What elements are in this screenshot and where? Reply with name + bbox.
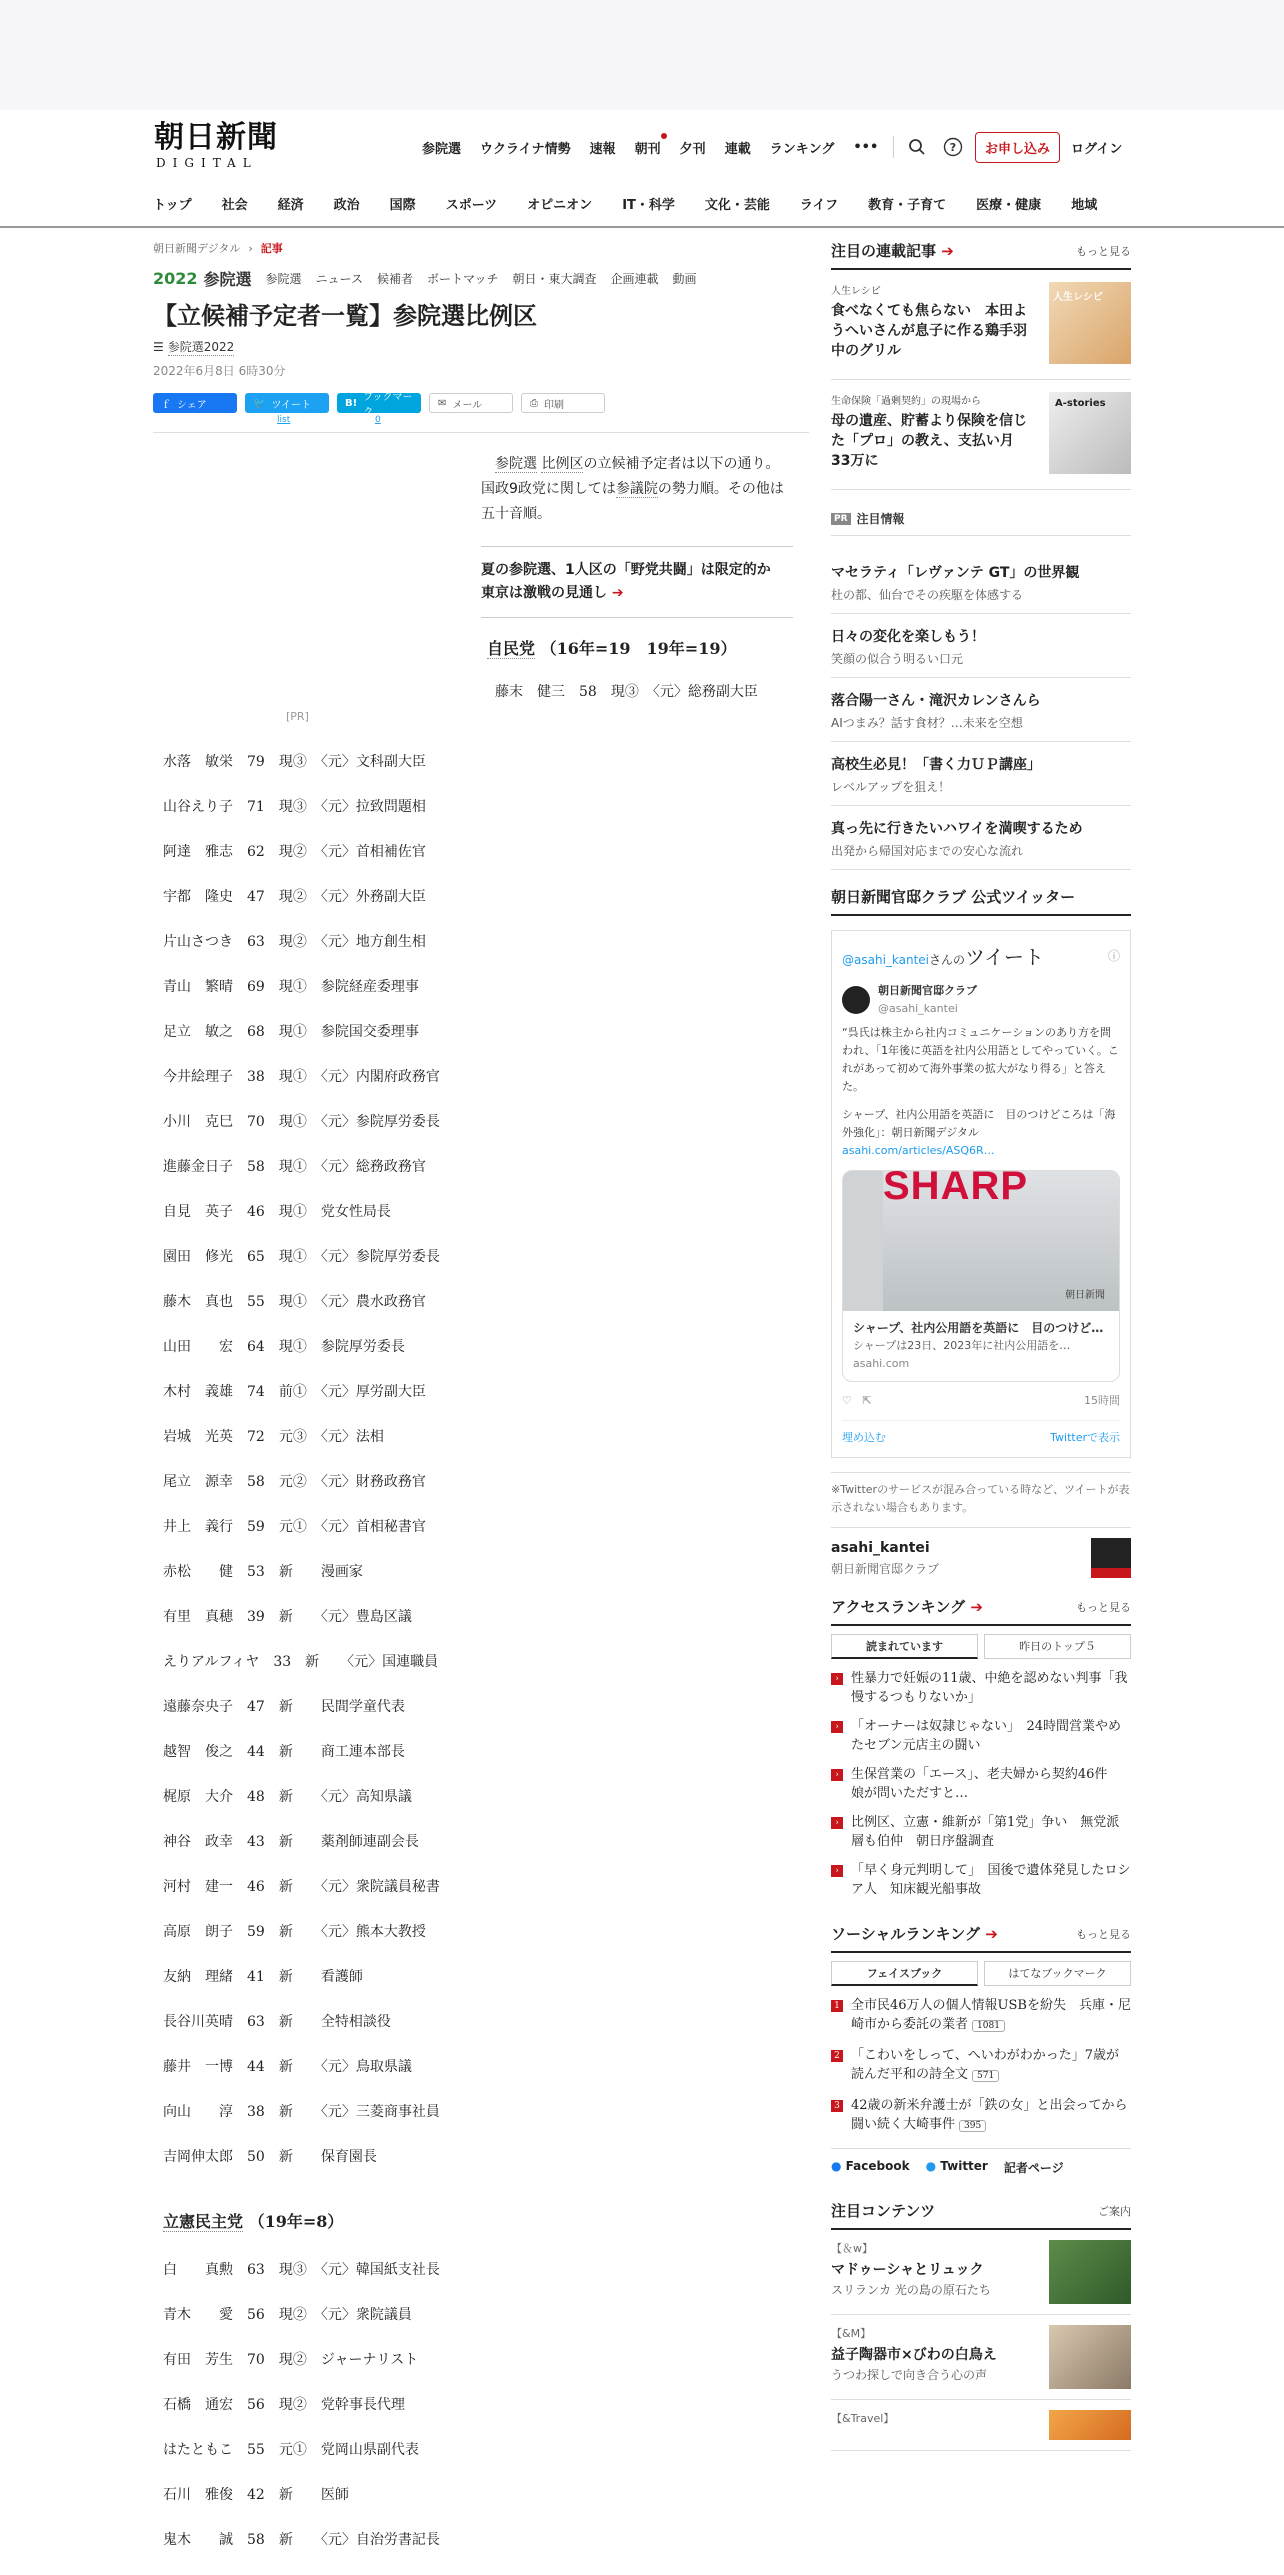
bullet-icon: › <box>831 1817 843 1829</box>
account-sub: 朝日新聞官邸クラブ <box>831 1561 940 1576</box>
content-item[interactable] <box>831 2230 1131 2315</box>
pr-item-title: マセラティ「レヴァンテ GT」の世界観 <box>831 565 1080 581</box>
facebook-icon: ● <box>831 2159 842 2173</box>
section-link[interactable]: 朝日・東大調査 <box>512 272 597 286</box>
bullet-icon: › <box>831 1721 843 1733</box>
feature-kicker: 生命保険「過剰契約」の現場から <box>831 396 981 407</box>
feature-title: 食べなくても焦らない 本田ようへいさんが息子に作る鶏手羽中のグリル <box>831 303 1027 359</box>
content-header <box>831 2200 1131 2230</box>
account-name: asahi_kantei <box>831 1539 930 1556</box>
site-header <box>0 110 1284 228</box>
site-logo[interactable] <box>154 120 284 170</box>
candidate-row: 青山 繁晴 69 現① 参院経産委理事 <box>163 979 419 995</box>
candidate-row: 神谷 政幸 43 新 薬剤師連副会長 <box>163 1834 419 1850</box>
pr-item-title: 日々の変化を楽しもう！ <box>831 629 985 645</box>
ranking-item[interactable] <box>831 1813 1131 1851</box>
feature-item[interactable] <box>831 270 1131 380</box>
section-link[interactable]: ボートマッチ <box>426 272 499 286</box>
candidate-row: 青木 愛 56 現② 〈元〉衆院議員 <box>163 2307 412 2323</box>
candidate-row: 石橋 通宏 56 現② 党幹事長代理 <box>163 2397 405 2413</box>
tweet-time[interactable]: 15時間 <box>1084 1394 1120 1407</box>
access-ranking-title[interactable]: アクセスランキング <box>831 1598 966 1616</box>
social-links <box>831 2148 1131 2176</box>
heart-icon[interactable]: ♡ <box>842 1394 852 1407</box>
cat-politics[interactable]: 政治 <box>333 198 360 213</box>
cat-it[interactable]: IT・科学 <box>622 198 675 213</box>
print-button[interactable] <box>521 393 605 413</box>
ranking-text: 全市民46万人の個人情報USBを紛失 兵庫・尼崎市から委託の業者 <box>851 1998 1131 2032</box>
ranking-item[interactable] <box>831 1717 1131 1755</box>
tweet-label: ツイート <box>271 399 311 411</box>
candidate-row: 向山 淳 38 新 〈元〉三菱商事社員 <box>163 2104 440 2120</box>
candidate-row: 岩城 光英 72 元③ 〈元〉法相 <box>163 1429 384 1445</box>
link-card[interactable] <box>842 1170 1120 1382</box>
logo-sub: DIGITAL <box>156 156 258 170</box>
share-bar <box>153 392 809 418</box>
svg-text:?: ? <box>950 141 957 154</box>
candidate-row: 尾立 源幸 58 元② 〈元〉財務政務官 <box>163 1474 426 1490</box>
embed-link[interactable]: 埋め込む <box>842 1431 886 1444</box>
mail-icon: ✉ <box>438 397 447 409</box>
social-tabs <box>831 1961 1131 1986</box>
top-nav <box>422 136 978 158</box>
feature-title: 母の遺産、貯蓄より保険を信じた「プロ」の教え、支払い月33万に <box>831 413 1027 469</box>
keyword-link[interactable]: 比例区 <box>541 456 584 472</box>
pr-header <box>831 510 1131 536</box>
twitter-section-header <box>831 886 1131 916</box>
arrow-right-icon: ➔ <box>941 242 954 260</box>
twitter-link[interactable] <box>926 2159 988 2176</box>
twitter-icon: 🐦 <box>253 397 266 409</box>
section-link[interactable]: 企画連載 <box>610 272 659 286</box>
social-ranking-header <box>831 1923 1131 1953</box>
candidate-row: 藤木 真也 55 現① 〈元〉農水政務官 <box>163 1294 426 1310</box>
tab-hatena[interactable]: はてなブックマーク <box>984 1961 1131 1986</box>
feature-item[interactable] <box>831 380 1131 490</box>
tweet-link[interactable]: asahi.com/articles/ASQ6R… <box>842 1144 995 1157</box>
topic-tag[interactable] <box>153 338 809 356</box>
content-thumbnail <box>1049 2410 1131 2440</box>
rank-2-icon: 2 <box>831 2050 843 2062</box>
pr-item-sub: レベルアップを狙え！ <box>831 780 951 794</box>
breadcrumb <box>153 240 809 256</box>
nav-ranking[interactable]: ランキング <box>769 141 835 157</box>
hatena-label: ブックマーク <box>363 392 413 418</box>
party-heading-cdp <box>163 2212 440 2260</box>
tweet-author-handle: @asahi_kantei <box>878 1002 958 1015</box>
timeline-header <box>842 941 1120 970</box>
party-counts: （16年=19 19年=19） <box>540 639 737 658</box>
pr-item-title: 真っ先に行きたいハワイを満喫するため <box>831 821 1083 837</box>
more-link[interactable]: もっと見る <box>1076 244 1131 258</box>
cat-society[interactable]: 社会 <box>221 198 248 213</box>
candidate-row: 藤井 一博 44 新 〈元〉鳥取県議 <box>163 2059 412 2075</box>
more-link[interactable]: もっと見る <box>1076 1927 1131 1941</box>
candidate-row: 足立 敏之 68 現① 参院国交委理事 <box>163 1024 419 1040</box>
arrow-right-icon: ➔ <box>611 585 624 601</box>
candidate-row: 片山さつき 63 現② 〈元〉地方創生相 <box>163 934 426 950</box>
section-year[interactable]: 2022 <box>153 269 198 288</box>
series-title[interactable]: 注目の連載記事 <box>831 242 937 260</box>
party-name[interactable]: 立憲民主党 <box>163 2212 244 2231</box>
bullet-icon: › <box>831 1865 843 1877</box>
candidate-row: 阿達 雅志 62 現② 〈元〉首相補佐官 <box>163 844 426 860</box>
arrow-right-icon: ➔ <box>985 1925 998 1943</box>
nav-evening[interactable]: 夕刊 <box>679 141 706 157</box>
tweet-text: “呉氏は株主から社内コミュニケーションのあり方を問われ、「1年後に英語を社内公用語としてやっていく。これがあって初めて海外事業の拡大がなり得る」と答えた。 <box>842 1026 1119 1093</box>
card-image <box>843 1171 1119 1311</box>
ad-label: [PR] <box>286 710 309 723</box>
pr-item[interactable] <box>831 550 1131 614</box>
chevron-right-icon: › <box>248 241 253 255</box>
cat-health[interactable]: 医療・健康 <box>976 198 1042 213</box>
series-header <box>831 240 1131 270</box>
access-ranking-header <box>831 1596 1131 1626</box>
candidate-row: 長谷川英晴 63 新 全特相談役 <box>163 2014 391 2030</box>
party-name[interactable]: 自民党 <box>487 639 536 658</box>
candidate-row: 木村 義雄 74 前① 〈元〉厚労副大臣 <box>163 1384 426 1400</box>
section-nav <box>153 267 809 290</box>
tab-most-read[interactable]: 読まれています <box>831 1634 978 1659</box>
candidate-row: 今井絵理子 38 現① 〈元〉内閣府政務官 <box>163 1069 440 1085</box>
nav-sanin[interactable]: 参院選 <box>422 141 462 157</box>
candidate-row: はたともこ 55 元① 党岡山県副代表 <box>163 2442 419 2458</box>
intro-text: の立候補予定者は以下の通り。国政9政党に関しては <box>481 456 780 497</box>
subscribe-button[interactable]: お申し込み <box>975 132 1060 163</box>
ranking-item[interactable] <box>831 1861 1131 1899</box>
pr-item[interactable] <box>831 806 1131 870</box>
card-title: シャープ、社内公用語を英語に 目のつけど… <box>853 1321 1104 1335</box>
breadcrumb-current: 記事 <box>260 242 283 255</box>
tweet-count[interactable]: list <box>277 415 291 425</box>
topic-tag-label: 参院選2022 <box>167 340 235 354</box>
ranking-item[interactable] <box>831 1765 1131 1803</box>
section-name[interactable]: 参院選 <box>203 270 252 289</box>
feature-kicker: 人生レシピ <box>831 286 881 297</box>
content-kicker: 【&Travel】 <box>831 2412 895 2425</box>
tab-facebook[interactable]: フェイスブック <box>831 1961 978 1986</box>
candidate-row: えりアルフィヤ 33 新 〈元〉国連職員 <box>163 1654 439 1670</box>
candidate-row: 山田 宏 64 現① 参院厚労委長 <box>163 1339 405 1355</box>
candidate-row: 自見 英子 46 現① 党女性局長 <box>163 1204 391 1220</box>
twitter-icon: ● <box>925 2159 937 2173</box>
party-heading-ldp <box>487 636 736 659</box>
ranking-text: 「こわいをしって、へいわがわかった」7歳が読んだ平和の詩全文 <box>851 2048 1120 2082</box>
bullet-icon: › <box>831 1769 843 1781</box>
pr-item[interactable] <box>831 678 1131 742</box>
mail-label: メール <box>452 399 483 411</box>
new-dot <box>661 133 667 139</box>
article-intro <box>481 452 793 527</box>
content-item-title: 益子陶器市×びわの白鳥え <box>831 2347 997 2363</box>
party-counts: （19年=8） <box>248 2212 344 2231</box>
tweet-actions <box>842 1392 1120 1410</box>
cat-culture[interactable]: 文化・芸能 <box>704 198 770 213</box>
pr-item-title: 落合陽一さん・滝沢カレンさんら <box>831 693 1041 709</box>
section-link[interactable]: ニュース <box>315 272 363 286</box>
hatena-icon: B! <box>345 397 358 409</box>
help-icon[interactable] <box>942 136 964 158</box>
article-title: 【立候補予定者一覧】参院選比例区 <box>153 302 537 330</box>
twitter-account-link[interactable]: @asahi_kantei <box>842 953 930 967</box>
candidate-row: 水落 敏栄 79 現③ 〈元〉文科副大臣 <box>163 754 426 770</box>
category-nav <box>153 194 1127 213</box>
related-article-text: 夏の参院選、1人区の「野党共闘」は限定的か 東京は激戦の見通し <box>481 562 785 601</box>
card-domain: asahi.com <box>853 1357 910 1370</box>
cat-region[interactable]: 地域 <box>1071 198 1098 213</box>
ranking-text: 比例区、立憲・維新が「第1党」争い 無党派層も伯仲 朝日序盤調査 <box>851 1815 1120 1849</box>
search-icon[interactable] <box>906 136 928 158</box>
sharp-logo: SHARP <box>883 1170 1029 1208</box>
cat-economy[interactable]: 経済 <box>277 198 304 213</box>
candidate-row: 高原 朗子 59 新 〈元〉熊本大教授 <box>163 1924 426 1940</box>
avatar <box>842 986 870 1014</box>
candidate-row: 遠藤奈央子 47 新 民間学童代表 <box>163 1699 405 1715</box>
list-icon: ☰ <box>153 340 164 354</box>
pr-tag: PR <box>831 513 851 525</box>
bullet-icon: › <box>831 1673 843 1685</box>
login-link[interactable]: ログイン <box>1071 142 1123 157</box>
sidebar <box>831 240 1141 2451</box>
hatena-count[interactable]: 0 <box>375 415 381 425</box>
section-link[interactable]: 参院選 <box>265 272 302 286</box>
candidate-row: 河村 建一 46 新 〈元〉衆院議員秘書 <box>163 1879 440 1895</box>
facebook-link-label: Facebook <box>845 2159 910 2173</box>
nav-series[interactable]: 連載 <box>724 141 751 157</box>
thumbnail-text: 人生レシピ <box>1053 292 1103 303</box>
share-count: 1081 <box>972 2020 1005 2032</box>
tweet-button[interactable] <box>245 393 329 413</box>
ranking-text: 「早く身元判明して」 国後で遺体発見したロシア人 知床観光船事故 <box>851 1863 1131 1897</box>
content-kicker: 【&M】 <box>831 2327 872 2340</box>
divider <box>153 432 809 433</box>
nav-ukraine[interactable]: ウクライナ情勢 <box>480 141 571 157</box>
facebook-share-button[interactable] <box>153 393 237 413</box>
avatar <box>1091 1538 1131 1578</box>
social-ranking-title[interactable]: ソーシャルランキング <box>831 1925 980 1943</box>
rank-1-icon: 1 <box>831 2000 843 2012</box>
reporter-page-link[interactable]: 記者ページ <box>1003 2161 1064 2175</box>
hatena-bookmark-button[interactable] <box>337 392 421 418</box>
card-description: シャープは23日、2023年に社内公用語を… <box>853 1339 1071 1352</box>
candidate-row: 宇都 隆史 47 現② 〈元〉外務副大臣 <box>163 889 426 905</box>
content-item-sub: うつわ探しで向き合う心の声 <box>831 2368 988 2382</box>
divider <box>893 136 894 158</box>
view-on-twitter-link[interactable]: Twitterで表示 <box>1050 1431 1120 1444</box>
nav-morning[interactable]: 朝刊 <box>635 138 661 157</box>
candidate-row: 有田 芳生 70 現② ジャーナリスト <box>163 2352 419 2368</box>
facebook-icon: ｆ <box>161 399 171 411</box>
rank-3-icon: 3 <box>831 2100 843 2112</box>
breadcrumb-home[interactable]: 朝日新聞デジタル <box>153 242 241 255</box>
account-row[interactable] <box>831 1527 1131 1578</box>
cat-sports[interactable]: スポーツ <box>445 198 498 213</box>
facebook-share-label: シェア <box>177 399 207 411</box>
candidate-row: 山谷えり子 71 現③ 〈元〉拉致問題相 <box>163 799 426 815</box>
ranking-text: 生保営業の「エース」、老夫婦から契約46件 娘が問いただすと… <box>851 1767 1121 1801</box>
pr-item-sub: AIつまみ？話す食材？…未来を空想 <box>831 716 1023 730</box>
twitter-section-title: 朝日新聞官邸クラブ 公式ツイッター <box>831 888 1076 906</box>
cat-top[interactable]: トップ <box>153 198 192 213</box>
more-menu[interactable]: ••• <box>853 139 879 155</box>
social-ranking-item[interactable] <box>831 2046 1131 2086</box>
social-ranking-item[interactable] <box>831 1996 1131 2036</box>
timeline-label: さんの <box>929 953 966 967</box>
section-link[interactable]: 候補者 <box>376 272 413 286</box>
ad-slot <box>153 455 465 723</box>
content-thumbnail <box>1049 2240 1131 2304</box>
candidate-row: 吉岡伸太郎 50 新 保育園長 <box>163 2149 377 2165</box>
candidate-row: 小川 克巳 70 現① 〈元〉参院厚労委長 <box>163 1114 440 1130</box>
tab-yesterday-top5[interactable]: 昨日のトップ５ <box>984 1634 1131 1659</box>
cat-opinion[interactable]: オピニオン <box>527 198 593 213</box>
pr-item[interactable] <box>831 614 1131 678</box>
content-item[interactable] <box>831 2315 1131 2400</box>
social-ranking-item[interactable] <box>831 2096 1141 2136</box>
candidate-row: 梶原 大介 48 新 〈元〉高知県議 <box>163 1789 412 1805</box>
candidate-row: 園田 修光 65 現① 〈元〉参院厚労委長 <box>163 1249 440 1265</box>
arrow-right-icon: ➔ <box>970 1598 983 1616</box>
tweet-text: シャープ、社内公用語を英語に 目のつけどころは「海外強化」：朝日新聞デジタル <box>842 1108 1116 1139</box>
content-item-sub: スリランカ 光の島の原石たち <box>831 2283 991 2297</box>
candidate-list <box>163 752 440 2575</box>
share-icon[interactable]: ⇱ <box>862 1394 872 1407</box>
article-main <box>153 240 809 2548</box>
pr-title: 注目情報 <box>856 512 905 526</box>
feature-thumbnail <box>1049 282 1131 364</box>
ranking-text: 「オーナーは奴隷じゃない」 24時間営業やめたセブン元店主の闘い <box>851 1719 1122 1753</box>
thumbnail-text: A-stories <box>1055 398 1106 409</box>
candidate-row: 友納 理緒 41 新 看護師 <box>163 1969 363 1985</box>
candidate-row: 井上 義行 59 元① 〈元〉首相秘書官 <box>163 1519 426 1535</box>
content-title: 注目コンテンツ <box>831 2202 936 2220</box>
candidate-row: 越智 俊之 44 新 商工連本部長 <box>163 1744 405 1760</box>
top-ad-space <box>0 0 1284 110</box>
mail-button[interactable] <box>429 393 513 413</box>
timeline-footer <box>842 1420 1120 1447</box>
more-link[interactable]: もっと見る <box>1076 1600 1131 1614</box>
ranking-text: 性暴力で妊娠の11歳、中絶を認めない判事「我慢するつもりないか」 <box>851 1671 1128 1705</box>
twitter-link-label: Twitter <box>940 2159 988 2173</box>
pr-item-sub: 笑顔の似合う明るい口元 <box>831 652 964 666</box>
timeline-title: ツイート <box>965 945 1045 969</box>
tweet-author-name: 朝日新聞官邸クラブ <box>878 984 977 997</box>
content-item-title: マドゥーシャとリュック <box>831 2262 984 2278</box>
pr-item-title: 高校生必見！「書く力ＵＰ講座」 <box>831 757 1041 773</box>
cat-education[interactable]: 教育・子育て <box>868 198 947 213</box>
ranking-tabs <box>831 1634 1131 1659</box>
twitter-timeline <box>831 930 1131 1458</box>
content-kicker: 【＆w】 <box>831 2242 873 2255</box>
facebook-link[interactable] <box>831 2159 910 2176</box>
pr-item[interactable] <box>831 742 1131 806</box>
candidate-row: 石川 雅俊 42 新 医師 <box>163 2487 349 2503</box>
pr-item-sub: 出発から帰国対応までの安心な流れ <box>831 844 1024 858</box>
candidate-row: 進藤金日子 58 現① 〈元〉総務政務官 <box>163 1159 426 1175</box>
keyword-link[interactable]: 参議院 <box>615 481 658 497</box>
keyword-link[interactable]: 参院選 <box>495 456 537 472</box>
content-item[interactable] <box>831 2400 1131 2451</box>
tweet-author[interactable] <box>842 982 1120 1018</box>
content-thumbnail <box>1049 2325 1131 2389</box>
candidate-row: 赤松 健 53 新 漫画家 <box>163 1564 363 1580</box>
watermark: 朝日新聞 <box>1065 1290 1105 1301</box>
cat-international[interactable]: 国際 <box>389 198 416 213</box>
print-icon: ⎙ <box>530 397 538 409</box>
share-count: 571 <box>972 2070 999 2082</box>
pr-item-sub: 杜の都、仙台でその疾駆を体感する <box>831 588 1024 602</box>
logo-main: 朝日新聞 <box>154 120 278 155</box>
cat-life[interactable]: ライフ <box>799 198 839 213</box>
candidate-row: 鬼木 誠 58 新 〈元〉自治労書記長 <box>163 2532 440 2548</box>
content-guide-link[interactable]: ご案内 <box>1098 2204 1131 2218</box>
tweet <box>842 982 1120 1447</box>
ranking-text: 42歳の新米弁護士が「鉄の女」と出会ってから 闘い続く大崎事件 <box>851 2098 1141 2132</box>
candidate-row <box>481 680 793 704</box>
candidate-row: 白 真勲 63 現③ 〈元〉韓国紙支社長 <box>163 2262 440 2278</box>
share-count: 395 <box>959 2120 986 2132</box>
print-label: 印刷 <box>544 399 564 411</box>
section-link[interactable]: 動画 <box>672 272 697 286</box>
nav-breaking[interactable]: 速報 <box>589 141 616 157</box>
candidate-text: 藤末 健三 58 現③ 〈元〉総務副大臣 <box>495 684 758 700</box>
intro-text: の勢力順。その他は五十音順。 <box>481 481 784 522</box>
feature-thumbnail <box>1049 392 1131 474</box>
ranking-item[interactable] <box>831 1669 1131 1707</box>
publish-date: 2022年6月8日 6時30分 <box>153 364 286 378</box>
candidate-row: 有里 真穂 39 新 〈元〉豊島区議 <box>163 1609 412 1625</box>
related-article-link[interactable] <box>481 546 793 618</box>
twitter-note: ※Twitterのサービスが混み合っている時など、ツイートが表示されない場合もあります。 <box>831 1472 1131 1517</box>
info-icon[interactable]: ⓘ <box>1107 949 1120 963</box>
